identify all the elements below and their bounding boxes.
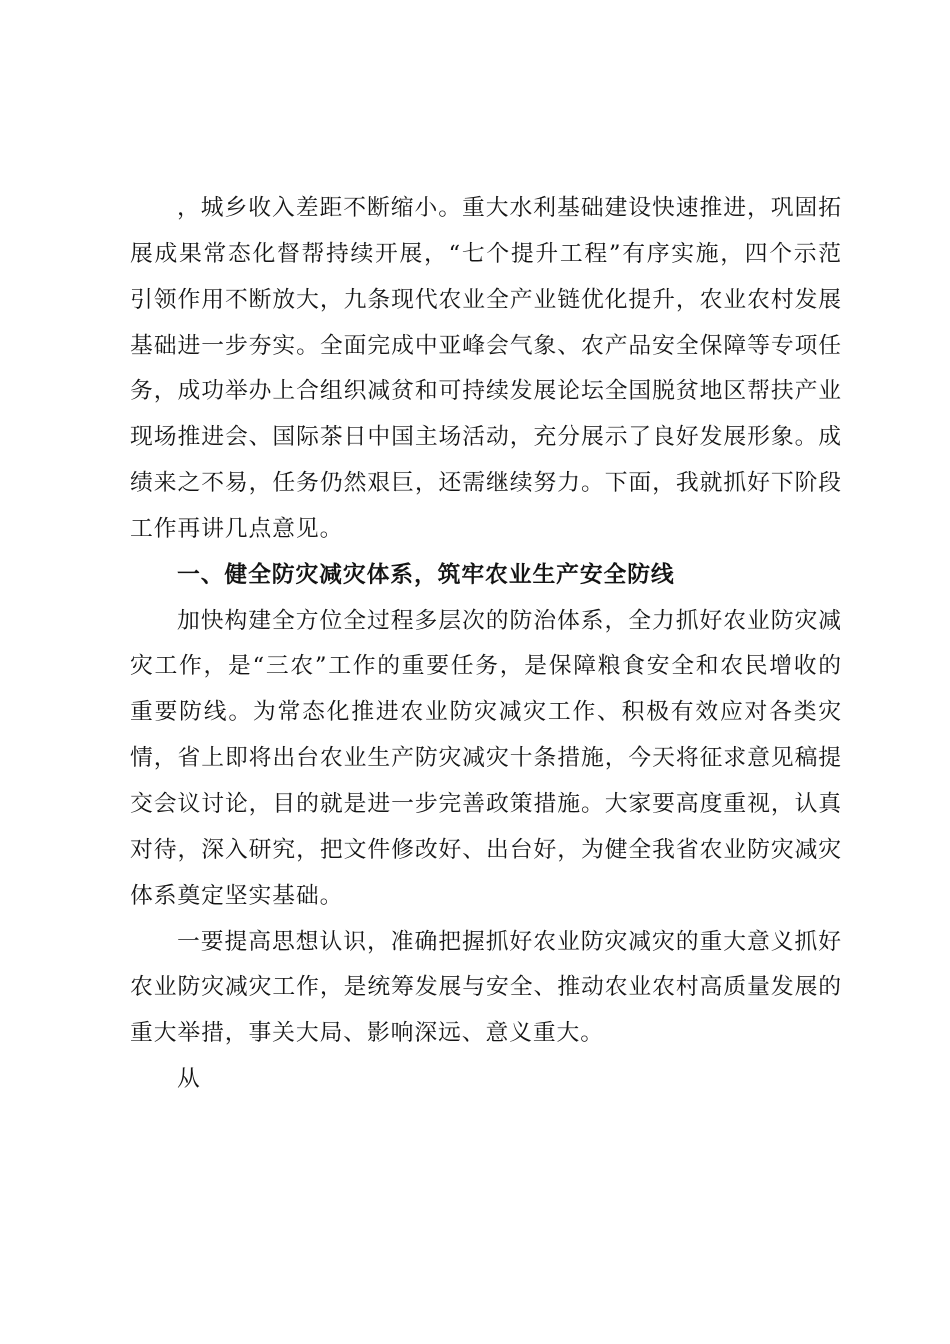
paragraph-1: ，城乡收入差距不断缩小。重大水利基础建设快速推进，巩固拓展成果常态化督帮持续开展，“七个提升工程”有序实施，四个示范引领作用不断放大，九条现代农业全产业链优化提升，农业农村发展基础进一步夯实。全面完成中亚峰会气象、农产品安全保障等专项任务，成功举办上合组织减贫和可持续发展论坛全国脱贫地区帮扶产业现场推进会、国际茶日中国主场活动，充分展示了良好发展形象。成绩来之不易，任务仍然艰巨，还需继续努力。下面，我就抓好下阶段工作再讲几点意见。: [130, 195, 842, 542]
paragraph-2: 加快构建全方位全过程多层次的防治体系，全力抓好农业防灾减灾工作，是“三农”工作的重要任务，是保障粮食安全和农民增收的重要防线。为常态化推进农业防灾减灾工作、积极有效应对各类灾情，省上即将出台农业生产防灾减灾十条措施，今天将征求意见稿提交会议讨论，目的就是进一步完善政策措施。大家要高度重视，认真对待，深入研究，把文件修改好、出台好，为健全我省农业防灾减灾体系奠定坚实基础。: [130, 607, 842, 909]
section-heading-1: 一、健全防灾减灾体系，筑牢农业生产安全防线: [177, 561, 675, 588]
paragraph-4: 从: [177, 1066, 201, 1093]
paragraph-3: 一要提高思想认识，准确把握抓好农业防灾减灾的重大意义抓好农业防灾减灾工作，是统筹发展与安全、推动农业农村高质量发展的重大举措，事关大局、影响深远、意义重大。: [130, 928, 842, 1047]
document-body: [130, 186, 842, 1103]
